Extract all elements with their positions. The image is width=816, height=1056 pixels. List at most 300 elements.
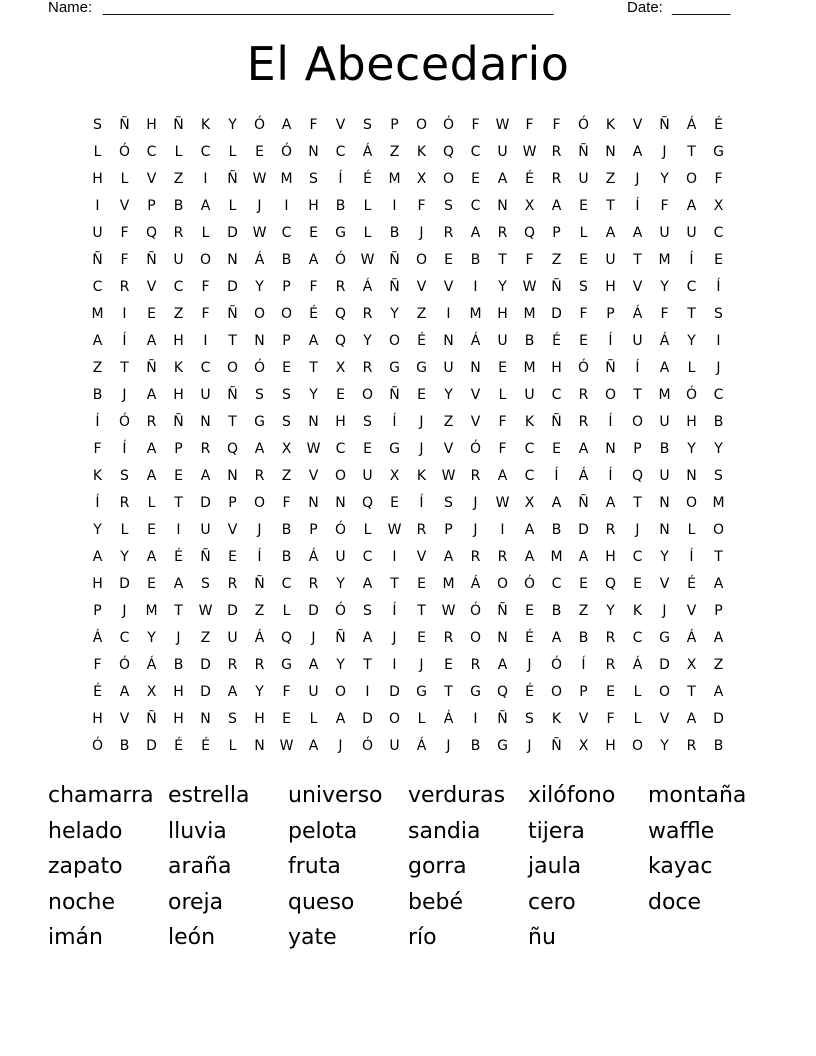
grid-letter[interactable]: N bbox=[605, 440, 616, 457]
grid-letter[interactable]: E bbox=[471, 170, 480, 187]
grid-letter[interactable]: M bbox=[658, 251, 671, 268]
grid-letter[interactable]: B bbox=[578, 629, 589, 646]
grid-letter[interactable]: D bbox=[227, 278, 238, 295]
grid-letter[interactable]: Ó bbox=[118, 143, 131, 160]
grid-letter[interactable]: Ó bbox=[550, 656, 563, 673]
grid-letter[interactable]: F bbox=[93, 440, 102, 457]
grid-letter[interactable]: U bbox=[443, 359, 454, 376]
grid-letter[interactable]: O bbox=[361, 386, 374, 403]
grid-letter[interactable]: N bbox=[200, 413, 211, 430]
grid-letter[interactable]: P bbox=[174, 440, 183, 457]
grid-letter[interactable]: B bbox=[713, 737, 724, 754]
grid-letter[interactable]: Ñ bbox=[605, 359, 616, 376]
grid-letter[interactable]: O bbox=[442, 170, 455, 187]
grid-letter[interactable]: K bbox=[200, 116, 211, 133]
grid-letter[interactable]: Y bbox=[120, 548, 129, 565]
grid-letter[interactable]: Á bbox=[254, 629, 265, 646]
grid-letter[interactable]: F bbox=[552, 116, 561, 133]
grid-letter[interactable]: W bbox=[522, 278, 537, 295]
grid-letter[interactable]: T bbox=[390, 575, 399, 592]
grid-letter[interactable]: J bbox=[419, 413, 424, 430]
grid-letter[interactable]: N bbox=[686, 467, 697, 484]
grid-letter[interactable]: A bbox=[362, 629, 373, 646]
grid-letter[interactable]: I bbox=[392, 656, 397, 673]
grid-letter[interactable]: F bbox=[471, 116, 480, 133]
grid-letter[interactable]: E bbox=[228, 548, 237, 565]
grid-letter[interactable]: Í bbox=[419, 494, 424, 511]
grid-letter[interactable]: K bbox=[524, 413, 535, 430]
grid-letter[interactable]: E bbox=[147, 305, 156, 322]
grid-letter[interactable]: C bbox=[281, 575, 292, 592]
grid-letter[interactable]: H bbox=[335, 413, 346, 430]
grid-letter[interactable]: O bbox=[334, 467, 347, 484]
grid-letter[interactable]: B bbox=[551, 521, 562, 538]
grid-letter[interactable]: R bbox=[254, 467, 265, 484]
grid-letter[interactable]: Q bbox=[604, 575, 617, 592]
grid-letter[interactable]: Y bbox=[687, 332, 696, 349]
grid-letter[interactable]: Q bbox=[496, 683, 509, 700]
grid-letter[interactable]: V bbox=[443, 440, 454, 457]
grid-letter[interactable]: M bbox=[469, 305, 482, 322]
grid-letter[interactable]: U bbox=[578, 170, 589, 187]
grid-letter[interactable]: I bbox=[284, 197, 289, 214]
grid-letter[interactable]: C bbox=[524, 440, 535, 457]
grid-letter[interactable]: E bbox=[255, 143, 264, 160]
grid-letter[interactable]: Q bbox=[145, 224, 158, 241]
grid-letter[interactable]: R bbox=[335, 278, 346, 295]
grid-letter[interactable]: H bbox=[173, 386, 184, 403]
grid-letter[interactable]: O bbox=[685, 170, 698, 187]
grid-letter[interactable]: É bbox=[552, 332, 561, 349]
grid-letter[interactable]: Í bbox=[581, 656, 586, 673]
grid-letter[interactable]: N bbox=[335, 494, 346, 511]
grid-letter[interactable]: Ó bbox=[334, 251, 347, 268]
grid-letter[interactable]: Y bbox=[255, 278, 264, 295]
grid-letter[interactable]: E bbox=[174, 467, 183, 484]
grid-letter[interactable]: J bbox=[527, 737, 532, 754]
grid-letter[interactable]: A bbox=[632, 224, 643, 241]
grid-letter[interactable]: G bbox=[254, 413, 265, 430]
grid-letter[interactable]: Q bbox=[361, 494, 374, 511]
grid-letter[interactable]: D bbox=[227, 602, 238, 619]
grid-letter[interactable]: N bbox=[497, 197, 508, 214]
grid-letter[interactable]: D bbox=[551, 305, 562, 322]
grid-letter[interactable]: E bbox=[579, 332, 588, 349]
grid-letter[interactable]: R bbox=[497, 224, 508, 241]
grid-letter[interactable]: A bbox=[281, 116, 292, 133]
grid-letter[interactable]: A bbox=[146, 548, 157, 565]
grid-letter[interactable]: S bbox=[228, 710, 237, 727]
grid-letter[interactable]: C bbox=[335, 440, 346, 457]
grid-letter[interactable]: M bbox=[550, 548, 563, 565]
grid-letter[interactable]: É bbox=[714, 116, 723, 133]
grid-letter[interactable]: S bbox=[363, 116, 372, 133]
grid-letter[interactable]: V bbox=[686, 602, 697, 619]
grid-letter[interactable]: T bbox=[687, 305, 696, 322]
grid-letter[interactable]: Z bbox=[551, 251, 562, 268]
grid-letter[interactable]: Í bbox=[122, 332, 127, 349]
grid-letter[interactable]: Í bbox=[392, 413, 397, 430]
grid-letter[interactable]: M bbox=[145, 602, 158, 619]
grid-letter[interactable]: T bbox=[363, 656, 372, 673]
grid-letter[interactable]: P bbox=[579, 683, 588, 700]
grid-letter[interactable]: N bbox=[200, 710, 211, 727]
grid-letter[interactable]: I bbox=[122, 305, 127, 322]
grid-letter[interactable]: É bbox=[363, 170, 372, 187]
grid-letter[interactable]: F bbox=[498, 413, 507, 430]
grid-letter[interactable]: Í bbox=[95, 494, 100, 511]
grid-letter[interactable]: Ñ bbox=[578, 494, 589, 511]
grid-letter[interactable]: B bbox=[389, 224, 400, 241]
grid-letter[interactable]: L bbox=[282, 602, 291, 619]
grid-letter[interactable]: B bbox=[281, 548, 292, 565]
grid-letter[interactable]: Y bbox=[363, 332, 372, 349]
grid-letter[interactable]: É bbox=[309, 305, 318, 322]
grid-letter[interactable]: R bbox=[578, 386, 589, 403]
grid-letter[interactable]: Ó bbox=[118, 656, 131, 673]
grid-letter[interactable]: Í bbox=[122, 440, 127, 457]
grid-letter[interactable]: Y bbox=[390, 305, 399, 322]
grid-letter[interactable]: N bbox=[308, 143, 319, 160]
grid-letter[interactable]: O bbox=[550, 683, 563, 700]
grid-letter[interactable]: A bbox=[119, 683, 130, 700]
grid-letter[interactable]: N bbox=[227, 467, 238, 484]
grid-letter[interactable]: X bbox=[713, 197, 724, 214]
grid-letter[interactable]: K bbox=[632, 602, 643, 619]
grid-letter[interactable]: Ó bbox=[253, 359, 266, 376]
grid-letter[interactable]: X bbox=[146, 683, 157, 700]
grid-letter[interactable]: Á bbox=[632, 656, 643, 673]
grid-letter[interactable]: D bbox=[227, 224, 238, 241]
grid-letter[interactable]: C bbox=[173, 278, 184, 295]
grid-letter[interactable]: Ñ bbox=[227, 305, 238, 322]
grid-letter[interactable]: Á bbox=[686, 629, 697, 646]
grid-letter[interactable]: Q bbox=[334, 332, 347, 349]
grid-letter[interactable]: Á bbox=[254, 251, 265, 268]
grid-letter[interactable]: W bbox=[522, 143, 537, 160]
grid-letter[interactable]: R bbox=[443, 224, 454, 241]
grid-letter[interactable]: Í bbox=[554, 467, 559, 484]
grid-letter[interactable]: T bbox=[498, 251, 507, 268]
grid-letter[interactable]: A bbox=[551, 494, 562, 511]
grid-letter[interactable]: Y bbox=[228, 116, 237, 133]
grid-letter[interactable]: S bbox=[93, 116, 102, 133]
grid-letter[interactable]: E bbox=[309, 224, 318, 241]
grid-letter[interactable]: O bbox=[631, 737, 644, 754]
grid-letter[interactable]: Ñ bbox=[146, 251, 157, 268]
grid-letter[interactable]: Í bbox=[392, 602, 397, 619]
grid-letter[interactable]: M bbox=[712, 494, 725, 511]
grid-letter[interactable]: G bbox=[416, 359, 427, 376]
grid-letter[interactable]: Á bbox=[146, 656, 157, 673]
grid-letter[interactable]: F bbox=[201, 278, 210, 295]
grid-letter[interactable]: H bbox=[92, 710, 103, 727]
grid-letter[interactable]: E bbox=[444, 656, 453, 673]
grid-letter[interactable]: U bbox=[389, 737, 400, 754]
grid-letter[interactable]: E bbox=[579, 251, 588, 268]
grid-letter[interactable]: D bbox=[200, 683, 211, 700]
grid-letter[interactable]: E bbox=[363, 440, 372, 457]
grid-letter[interactable]: Á bbox=[659, 332, 670, 349]
grid-letter[interactable]: V bbox=[632, 278, 643, 295]
grid-letter[interactable]: W bbox=[441, 467, 456, 484]
grid-letter[interactable]: Ñ bbox=[254, 575, 265, 592]
grid-letter[interactable]: I bbox=[365, 683, 370, 700]
grid-letter[interactable]: U bbox=[227, 629, 238, 646]
name-field-line[interactable]: ______________________________________________________ bbox=[103, 0, 554, 16]
grid-letter[interactable]: G bbox=[713, 143, 724, 160]
grid-letter[interactable]: Ó bbox=[334, 602, 347, 619]
grid-letter[interactable]: C bbox=[524, 467, 535, 484]
grid-letter[interactable]: B bbox=[281, 251, 292, 268]
grid-letter[interactable]: J bbox=[662, 602, 667, 619]
grid-letter[interactable]: Í bbox=[338, 170, 343, 187]
grid-letter[interactable]: H bbox=[173, 683, 184, 700]
grid-letter[interactable]: O bbox=[631, 413, 644, 430]
grid-letter[interactable]: A bbox=[659, 359, 670, 376]
grid-letter[interactable]: G bbox=[659, 629, 670, 646]
grid-letter[interactable]: B bbox=[470, 737, 481, 754]
grid-letter[interactable]: P bbox=[606, 305, 615, 322]
grid-letter[interactable]: Ó bbox=[253, 116, 266, 133]
grid-letter[interactable]: L bbox=[228, 143, 237, 160]
grid-letter[interactable]: F bbox=[282, 683, 291, 700]
grid-letter[interactable]: H bbox=[173, 332, 184, 349]
grid-letter[interactable]: K bbox=[92, 467, 103, 484]
grid-letter[interactable]: W bbox=[279, 737, 294, 754]
grid-letter[interactable]: N bbox=[470, 359, 481, 376]
grid-letter[interactable]: Ñ bbox=[497, 710, 508, 727]
grid-letter[interactable]: O bbox=[388, 332, 401, 349]
grid-letter[interactable]: S bbox=[201, 575, 210, 592]
grid-letter[interactable]: A bbox=[308, 251, 319, 268]
grid-letter[interactable]: Í bbox=[716, 278, 721, 295]
grid-letter[interactable]: V bbox=[119, 710, 130, 727]
grid-letter[interactable]: U bbox=[686, 224, 697, 241]
grid-letter[interactable]: Á bbox=[578, 467, 589, 484]
grid-letter[interactable]: Y bbox=[660, 170, 669, 187]
grid-letter[interactable]: Ó bbox=[280, 143, 293, 160]
grid-letter[interactable]: L bbox=[687, 521, 696, 538]
grid-letter[interactable]: C bbox=[200, 143, 211, 160]
grid-letter[interactable]: E bbox=[336, 386, 345, 403]
grid-letter[interactable]: S bbox=[309, 170, 318, 187]
grid-letter[interactable]: K bbox=[416, 143, 427, 160]
grid-letter[interactable]: É bbox=[525, 683, 534, 700]
grid-letter[interactable]: É bbox=[201, 737, 210, 754]
grid-letter[interactable]: Y bbox=[336, 575, 345, 592]
grid-letter[interactable]: M bbox=[91, 305, 104, 322]
grid-letter[interactable]: C bbox=[362, 548, 373, 565]
grid-letter[interactable]: H bbox=[551, 359, 562, 376]
grid-letter[interactable]: T bbox=[444, 683, 453, 700]
grid-letter[interactable]: T bbox=[633, 386, 642, 403]
grid-letter[interactable]: Í bbox=[608, 332, 613, 349]
grid-letter[interactable]: Ñ bbox=[551, 737, 562, 754]
grid-letter[interactable]: Z bbox=[281, 467, 292, 484]
grid-letter[interactable]: A bbox=[497, 467, 508, 484]
grid-letter[interactable]: N bbox=[254, 332, 265, 349]
grid-letter[interactable]: O bbox=[658, 683, 671, 700]
grid-letter[interactable]: N bbox=[308, 494, 319, 511]
grid-letter[interactable]: P bbox=[282, 278, 291, 295]
grid-letter[interactable]: C bbox=[713, 224, 724, 241]
grid-letter[interactable]: A bbox=[308, 656, 319, 673]
grid-letter[interactable]: H bbox=[254, 710, 265, 727]
grid-letter[interactable]: Ó bbox=[91, 737, 104, 754]
grid-letter[interactable]: J bbox=[419, 224, 424, 241]
grid-letter[interactable]: Á bbox=[362, 278, 373, 295]
grid-letter[interactable]: F bbox=[93, 656, 102, 673]
grid-letter[interactable]: A bbox=[362, 575, 373, 592]
grid-letter[interactable]: F bbox=[417, 197, 426, 214]
grid-letter[interactable]: L bbox=[633, 683, 642, 700]
grid-letter[interactable]: T bbox=[417, 602, 426, 619]
grid-letter[interactable]: O bbox=[226, 359, 239, 376]
grid-letter[interactable]: W bbox=[495, 494, 510, 511]
grid-letter[interactable]: J bbox=[122, 386, 127, 403]
grid-letter[interactable]: W bbox=[495, 116, 510, 133]
grid-letter[interactable]: F bbox=[120, 224, 129, 241]
grid-letter[interactable]: É bbox=[687, 575, 696, 592]
grid-letter[interactable]: V bbox=[659, 710, 670, 727]
grid-letter[interactable]: Á bbox=[686, 116, 697, 133]
grid-letter[interactable]: S bbox=[282, 386, 291, 403]
grid-letter[interactable]: Z bbox=[713, 656, 724, 673]
grid-letter[interactable]: S bbox=[444, 494, 453, 511]
grid-letter[interactable]: R bbox=[146, 413, 157, 430]
grid-letter[interactable]: Ñ bbox=[200, 548, 211, 565]
grid-letter[interactable]: Ó bbox=[442, 116, 455, 133]
grid-letter[interactable]: H bbox=[92, 575, 103, 592]
grid-letter[interactable]: W bbox=[306, 440, 321, 457]
grid-letter[interactable]: N bbox=[308, 413, 319, 430]
grid-letter[interactable]: X bbox=[335, 359, 346, 376]
grid-letter[interactable]: C bbox=[686, 278, 697, 295]
grid-letter[interactable]: O bbox=[253, 494, 266, 511]
grid-letter[interactable]: R bbox=[254, 656, 265, 673]
grid-letter[interactable]: Í bbox=[608, 413, 613, 430]
grid-letter[interactable]: A bbox=[146, 386, 157, 403]
grid-letter[interactable]: I bbox=[392, 548, 397, 565]
grid-letter[interactable]: C bbox=[119, 629, 130, 646]
grid-letter[interactable]: U bbox=[659, 467, 670, 484]
grid-letter[interactable]: C bbox=[281, 224, 292, 241]
grid-letter[interactable]: B bbox=[551, 602, 562, 619]
grid-letter[interactable]: J bbox=[311, 629, 316, 646]
grid-letter[interactable]: T bbox=[309, 359, 318, 376]
grid-letter[interactable]: J bbox=[338, 737, 343, 754]
grid-letter[interactable]: D bbox=[659, 656, 670, 673]
grid-letter[interactable]: B bbox=[659, 440, 670, 457]
grid-letter[interactable]: M bbox=[523, 359, 536, 376]
grid-letter[interactable]: F bbox=[309, 116, 318, 133]
grid-letter[interactable]: R bbox=[605, 629, 616, 646]
grid-letter[interactable]: L bbox=[120, 170, 129, 187]
grid-letter[interactable]: V bbox=[119, 197, 130, 214]
grid-letter[interactable]: N bbox=[227, 251, 238, 268]
grid-letter[interactable]: A bbox=[308, 737, 319, 754]
grid-letter[interactable]: X bbox=[281, 440, 292, 457]
grid-letter[interactable]: A bbox=[524, 548, 535, 565]
grid-letter[interactable]: Z bbox=[578, 602, 589, 619]
grid-letter[interactable]: F bbox=[714, 170, 723, 187]
grid-letter[interactable]: L bbox=[687, 359, 696, 376]
grid-letter[interactable]: A bbox=[497, 170, 508, 187]
grid-letter[interactable]: H bbox=[605, 278, 616, 295]
grid-letter[interactable]: S bbox=[714, 467, 723, 484]
grid-letter[interactable]: T bbox=[228, 413, 237, 430]
grid-letter[interactable]: F bbox=[525, 251, 534, 268]
grid-letter[interactable]: Ñ bbox=[173, 116, 184, 133]
grid-letter[interactable]: O bbox=[685, 494, 698, 511]
grid-letter[interactable]: R bbox=[308, 575, 319, 592]
grid-letter[interactable]: O bbox=[253, 305, 266, 322]
grid-letter[interactable]: U bbox=[308, 683, 319, 700]
grid-letter[interactable]: Z bbox=[173, 170, 184, 187]
grid-letter[interactable]: Y bbox=[255, 683, 264, 700]
grid-letter[interactable]: L bbox=[174, 143, 183, 160]
grid-letter[interactable]: O bbox=[388, 710, 401, 727]
grid-letter[interactable]: Ñ bbox=[146, 359, 157, 376]
grid-letter[interactable]: V bbox=[470, 413, 481, 430]
grid-letter[interactable]: R bbox=[443, 629, 454, 646]
grid-letter[interactable]: I bbox=[446, 305, 451, 322]
grid-letter[interactable]: N bbox=[254, 737, 265, 754]
grid-letter[interactable]: F bbox=[606, 710, 615, 727]
grid-letter[interactable]: X bbox=[524, 494, 535, 511]
grid-letter[interactable]: I bbox=[95, 197, 100, 214]
grid-letter[interactable]: Ó bbox=[523, 575, 536, 592]
grid-letter[interactable]: A bbox=[686, 710, 697, 727]
grid-letter[interactable]: Q bbox=[280, 629, 293, 646]
grid-letter[interactable]: J bbox=[419, 440, 424, 457]
grid-letter[interactable]: J bbox=[716, 359, 721, 376]
grid-letter[interactable]: I bbox=[203, 332, 208, 349]
grid-letter[interactable]: T bbox=[174, 494, 183, 511]
grid-letter[interactable]: C bbox=[551, 575, 562, 592]
grid-letter[interactable]: U bbox=[200, 521, 211, 538]
grid-letter[interactable]: H bbox=[173, 710, 184, 727]
grid-letter[interactable]: E bbox=[282, 710, 291, 727]
grid-letter[interactable]: B bbox=[470, 251, 481, 268]
grid-letter[interactable]: E bbox=[633, 575, 642, 592]
grid-letter[interactable]: B bbox=[713, 413, 724, 430]
grid-letter[interactable]: K bbox=[416, 467, 427, 484]
grid-letter[interactable]: I bbox=[473, 278, 478, 295]
grid-letter[interactable]: Z bbox=[254, 602, 265, 619]
grid-letter[interactable]: A bbox=[713, 683, 724, 700]
grid-letter[interactable]: N bbox=[659, 521, 670, 538]
grid-letter[interactable]: Á bbox=[308, 548, 319, 565]
grid-letter[interactable]: Ñ bbox=[389, 251, 400, 268]
grid-letter[interactable]: B bbox=[524, 332, 535, 349]
grid-letter[interactable]: U bbox=[173, 251, 184, 268]
grid-letter[interactable]: H bbox=[605, 548, 616, 565]
grid-letter[interactable]: S bbox=[714, 305, 723, 322]
grid-letter[interactable]: O bbox=[199, 251, 212, 268]
grid-letter[interactable]: M bbox=[658, 386, 671, 403]
grid-letter[interactable]: G bbox=[335, 224, 346, 241]
grid-letter[interactable]: A bbox=[605, 224, 616, 241]
grid-letter[interactable]: Á bbox=[632, 305, 643, 322]
grid-letter[interactable]: E bbox=[417, 629, 426, 646]
grid-letter[interactable]: J bbox=[257, 521, 262, 538]
grid-letter[interactable]: V bbox=[470, 386, 481, 403]
grid-letter[interactable]: U bbox=[524, 386, 535, 403]
grid-letter[interactable]: E bbox=[552, 440, 561, 457]
grid-letter[interactable]: Y bbox=[660, 278, 669, 295]
